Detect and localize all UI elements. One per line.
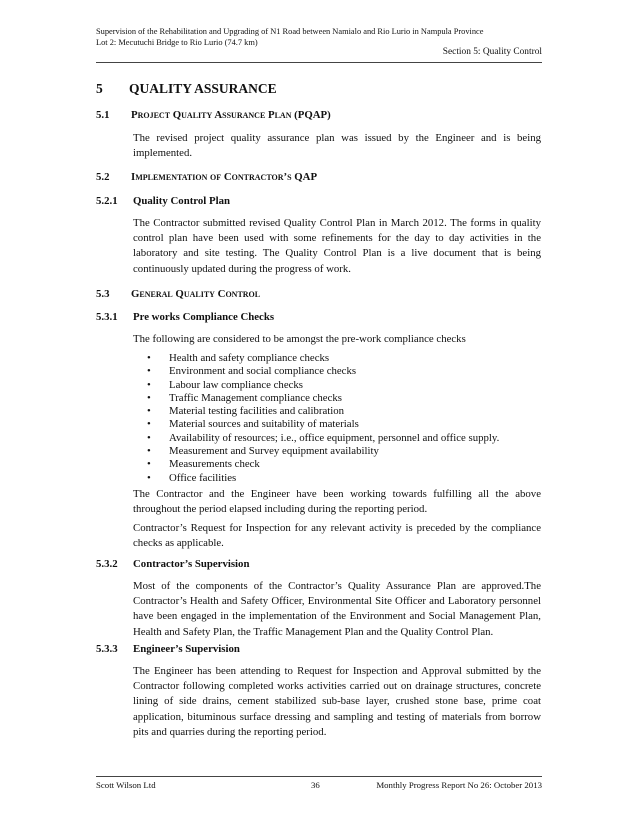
section-number: 5.3.3 <box>96 643 118 655</box>
header-project-title: Supervision of the Rehabilitation and Upgrading of N1 Road between Namialo and Rio Lurio in Nampula Province <box>96 27 484 36</box>
list-item: • Traffic Management compliance checks <box>147 391 342 404</box>
list-item: • Labour law compliance checks <box>147 378 304 391</box>
list-item: • Health and safety compliance checks <box>147 352 330 364</box>
paragraph-5-1: The revised project quality assurance plan was issued by the Engineer and is being implemented. <box>133 132 541 160</box>
header-lot: Lot 2: Mecutuchi Bridge to Rio Lurio (74.7 km) <box>96 38 258 47</box>
section-heading-5-2-1 <box>96 195 230 207</box>
section-heading-5-2 <box>96 171 317 183</box>
footer-company: Scott Wilson Ltd <box>96 780 156 790</box>
footer-page-number: 36 <box>311 780 320 790</box>
list-item: • Material testing facilities and calibration <box>147 405 345 418</box>
paragraph-5-3-3: The Engineer has been attending to Request for Inspection and Approval submitted by the Contractor following completed works activities carried out on drainage structures, concrete lining of side drains, cement stabilized sub-base layer, crushed stone base, prime coat application, bituminous surface dressing and sampling and testing of materials from borrow pits and quarries during the reporting period. <box>133 665 541 738</box>
section-title: Contractor’s Supervision <box>133 558 250 570</box>
section-number: 5 <box>96 81 103 96</box>
bullet: • <box>147 405 151 418</box>
section-title: Pre works Compliance Checks <box>133 311 275 323</box>
paragraph-5-2-1: The Contractor submitted revised Quality Control Plan in March 2012. The forms in quality control plan have been used with some refinements for the day to day activities in the laboratory and site testing. The Quality Control Plan is a live document that is being continuously updated during the progress of work. <box>133 217 541 275</box>
section-number: 5.3.1 <box>96 311 118 323</box>
section-number: 5.3 <box>96 288 110 300</box>
list-item: • Measurements check <box>147 458 260 471</box>
section-title: General Quality Control <box>131 288 261 300</box>
section-number: 5.2.1 <box>96 195 118 207</box>
section-title: Quality Control Plan <box>133 195 230 207</box>
compliance-checks-list <box>133 352 499 485</box>
paragraph-5-3-1-fulfilling: The Contractor and the Engineer have been working towards fulfilling all the above throughout the period elapsed including during the reporting period. <box>133 488 541 516</box>
bullet: • <box>147 471 151 484</box>
section-heading-5-1 <box>96 109 331 121</box>
section-number: 5.2 <box>96 171 110 183</box>
paragraph-5-3-2: Most of the components of the Contractor’s Quality Assurance Plan are approved.The Contractor’s Health and Safety Officer, Environmental Site Officer and Laboratory personnel have been engaged in the implementation of the Environment and Social Management Plan, Health and Safety Plan, the Traffic Management Plan and the Quality Control Plan. <box>133 580 541 638</box>
paragraph-5-3-1-inspection: Contractor’s Request for Inspection for any relevant activity is preceded by the compliance checks as applicable. <box>133 522 541 550</box>
list-item: • Availability of resources; i.e., office equipment, personnel and office supply. <box>147 431 500 444</box>
section-number: 5.1 <box>96 109 110 121</box>
bullet: • <box>147 365 151 378</box>
list-item: • Environment and social compliance checks <box>147 365 357 378</box>
list-item: • Material sources and suitability of materials <box>147 418 359 431</box>
section-title: Implementation of Contractor’s QAP <box>131 171 318 183</box>
paragraph-5-3-1-intro: The following are considered to be amongst the pre-work compliance checks <box>133 333 466 345</box>
bullet: • <box>147 445 151 458</box>
footer-rule <box>96 776 542 777</box>
bullet: • <box>147 431 151 444</box>
footer-report-title: Monthly Progress Report No 26: October 2013 <box>376 780 542 790</box>
bullet: • <box>147 378 151 391</box>
bullet: • <box>147 391 151 404</box>
bullet: • <box>147 418 151 431</box>
section-title: QUALITY ASSURANCE <box>129 81 277 96</box>
header-section: Section 5: Quality Control <box>442 47 542 57</box>
section-heading-5-3-2 <box>96 558 249 570</box>
section-number: 5.3.2 <box>96 558 118 570</box>
section-title: Project Quality Assurance Plan (PQAP) <box>131 109 331 121</box>
section-heading-5-3-1 <box>96 311 274 323</box>
section-heading-5-3 <box>96 288 260 300</box>
list-item: • Measurement and Survey equipment availability <box>147 445 379 458</box>
list-item: • Office facilities <box>147 471 237 484</box>
section-title: Engineer’s Supervision <box>133 643 240 655</box>
header-rule <box>96 62 542 63</box>
bullet: • <box>147 352 151 364</box>
section-heading-5 <box>96 81 277 97</box>
section-heading-5-3-3 <box>96 643 240 655</box>
bullet: • <box>147 458 151 471</box>
